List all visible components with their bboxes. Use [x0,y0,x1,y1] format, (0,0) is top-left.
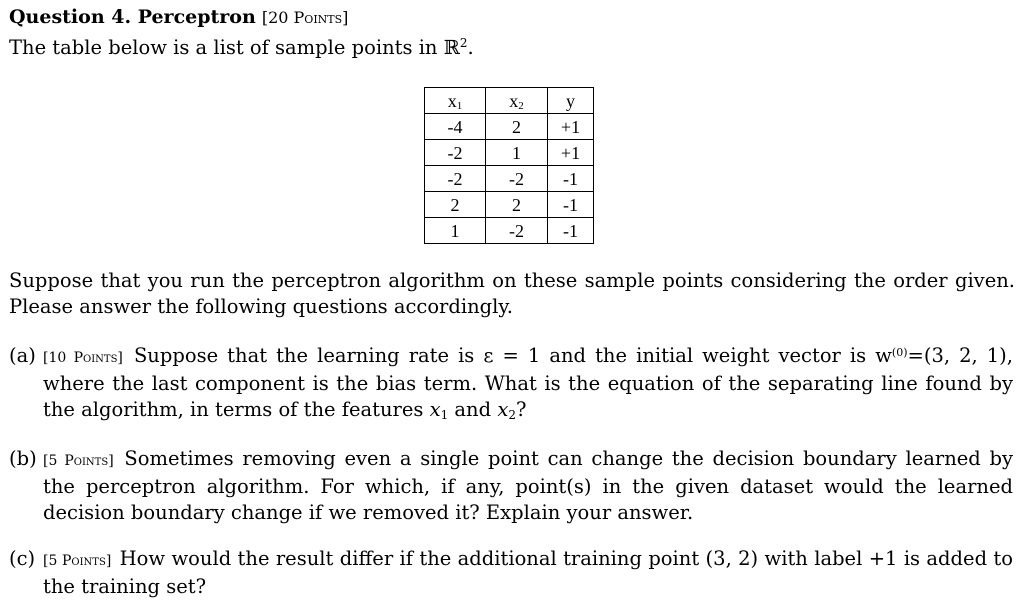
part-a-label: (a) [9,344,36,367]
question-points: [20 Points] [261,8,349,27]
intro-text [9,34,474,62]
table-row [425,166,594,192]
table-cell: -1 [548,218,594,244]
table-cell: +1 [548,140,594,166]
table-cell: 2 [486,114,548,140]
table-cell: -1 [548,192,594,218]
table-header-y: y [548,88,594,114]
intro-exponent: 2 [459,36,468,50]
table-row [425,192,594,218]
table-header-x2: $x_2$ [486,88,548,114]
table-row [425,218,594,244]
part-c-points: [5 Points] [43,553,112,569]
part-c [9,546,1013,600]
question-heading [9,4,348,31]
instructions-paragraph: Suppose that you run the perceptron algorithm on these sample points considering the order given. Please answer the following questions accordingly. [9,269,1015,318]
sample-points-table [424,87,594,244]
part-a [9,343,1013,423]
table-cell: 2 [425,192,486,218]
part-c-text: [5 Points] How would the result differ if the additional training point (3, 2) with label +1 is added to the training set? [43,547,1013,598]
table-cell: 2 [486,192,548,218]
intro-end: . [467,36,474,59]
table-cell: +1 [548,114,594,140]
table-cell: 1 [425,218,486,244]
table-row [425,140,594,166]
table-cell: -4 [425,114,486,140]
part-c-label: (c) [9,547,36,570]
part-b [9,446,1013,526]
table-cell: -2 [486,218,548,244]
question-title: Question 4. Perceptron [9,6,256,28]
table-header-x1: $x_1$ [425,88,486,114]
part-b-points: [5 Points] [43,453,114,469]
part-b-text: [5 Points] Sometimes removing even a single point can change the decision boundary learned by the perceptron algorithm. For which, if any, point(s) in the given dataset would the learned decision boundary change if we removed it? Explain your answer. [43,447,1013,524]
table-header-row [425,88,594,114]
part-b-label: (b) [9,447,37,470]
table-cell: -1 [548,166,594,192]
table-row [425,114,594,140]
intro-sentence: The table below is a list of sample points in ℝ [9,36,460,59]
table-cell: 1 [486,140,548,166]
part-a-points: [10 Points] [43,350,123,366]
table-cell: -2 [425,140,486,166]
part-a-text: [10 Points] Suppose that the learning rate is ε = 1 and the initial weight vector is $w^{(0)}=(3$, 2, 1), where the last component is the bias term. What is the equation of the separating line found by the algorithm, in terms of the features $x_1$ and $x_2$? [43,344,1013,422]
table-cell: -2 [486,166,548,192]
table-cell: -2 [425,166,486,192]
